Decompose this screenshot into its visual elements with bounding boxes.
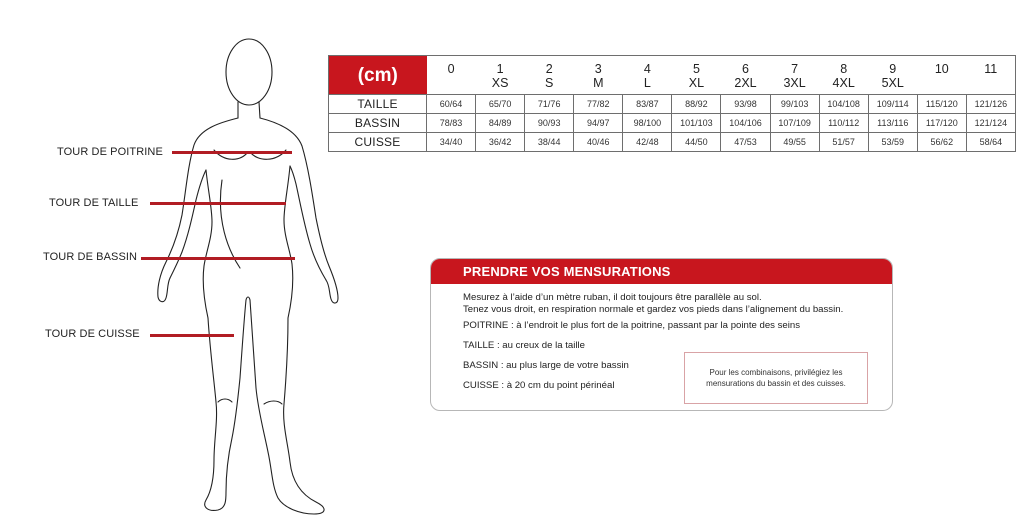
table-cell: 98/100 <box>623 114 672 133</box>
size-header-cell: 1 XS <box>476 56 525 95</box>
panel-title: PRENDRE VOS MENSURATIONS <box>431 259 892 284</box>
table-cell: 77/82 <box>574 95 623 114</box>
table-cell: 104/108 <box>819 95 868 114</box>
table-cell: 44/50 <box>672 133 721 152</box>
table-cell: 65/70 <box>476 95 525 114</box>
note-text: Pour les combinaisons, privilégiez les mensurations du bassin et des cuisses. <box>706 368 846 388</box>
table-cell: 117/120 <box>917 114 966 133</box>
size-header-cell: 10 <box>917 56 966 95</box>
table-cell: 115/120 <box>917 95 966 114</box>
chest-measure-line <box>172 151 292 154</box>
chest-label: TOUR DE POITRINE <box>57 146 163 158</box>
table-cell: 60/64 <box>427 95 476 114</box>
table-cell: 53/59 <box>868 133 917 152</box>
row-label: CUISSE <box>329 133 427 152</box>
instruction-poitrine: POITRINE : à l’endroit le plus fort de la poitrine, passant par la pointe des seins <box>463 320 801 331</box>
table-cell: 99/103 <box>770 95 819 114</box>
intro-line: Mesurez à l’aide d’un mètre ruban, il doit toujours être parallèle au sol. <box>463 292 762 303</box>
instruction-taille: TAILLE : au creux de la taille <box>463 340 585 351</box>
measurement-instructions-panel <box>430 258 893 411</box>
panel-body <box>431 284 892 392</box>
intro-text <box>463 292 892 316</box>
table-cell: 40/46 <box>574 133 623 152</box>
table-row-cuisse <box>329 133 1016 152</box>
table-cell: 107/109 <box>770 114 819 133</box>
table-cell: 71/76 <box>525 95 574 114</box>
hips-label: TOUR DE BASSIN <box>43 251 138 263</box>
size-header-cell: 2 S <box>525 56 574 95</box>
table-cell: 93/98 <box>721 95 770 114</box>
table-cell: 78/83 <box>427 114 476 133</box>
table-cell: 36/42 <box>476 133 525 152</box>
table-cell: 113/116 <box>868 114 917 133</box>
table-cell: 51/57 <box>819 133 868 152</box>
table-cell: 49/55 <box>770 133 819 152</box>
row-label: TAILLE <box>329 95 427 114</box>
table-cell: 104/106 <box>721 114 770 133</box>
size-header-cell: 9 5XL <box>868 56 917 95</box>
waist-label: TOUR DE TAILLE <box>49 197 139 209</box>
thigh-measure-line <box>150 334 234 337</box>
combinaison-note-box <box>684 352 868 404</box>
table-cell: 110/112 <box>819 114 868 133</box>
table-cell: 90/93 <box>525 114 574 133</box>
size-header-cell: 5 XL <box>672 56 721 95</box>
size-chart-table <box>328 55 1016 152</box>
row-label: BASSIN <box>329 114 427 133</box>
size-header-cell: 4 L <box>623 56 672 95</box>
thigh-label: TOUR DE CUISSE <box>45 328 140 340</box>
table-cell: 84/89 <box>476 114 525 133</box>
table-cell: 56/62 <box>917 133 966 152</box>
size-header-cell: 7 3XL <box>770 56 819 95</box>
table-cell: 34/40 <box>427 133 476 152</box>
size-header-cell: 11 <box>966 56 1015 95</box>
head-outline <box>226 39 272 105</box>
table-cell: 83/87 <box>623 95 672 114</box>
table-cell: 88/92 <box>672 95 721 114</box>
table-cell: 38/44 <box>525 133 574 152</box>
instruction-bassin: BASSIN : au plus large de votre bassin <box>463 360 629 371</box>
table-row-bassin <box>329 114 1016 133</box>
size-header-cell: 3 M <box>574 56 623 95</box>
instruction-cuisse: CUISSE : à 20 cm du point périnéal <box>463 380 615 391</box>
table-cell: 58/64 <box>966 133 1015 152</box>
table-cell: 121/124 <box>966 114 1015 133</box>
table-cell: 101/103 <box>672 114 721 133</box>
size-header-row <box>329 56 1016 95</box>
table-cell: 47/53 <box>721 133 770 152</box>
size-header-cell: 8 4XL <box>819 56 868 95</box>
table-row-taille <box>329 95 1016 114</box>
table-cell: 121/126 <box>966 95 1015 114</box>
hips-measure-line <box>141 257 295 260</box>
intro-line: Tenez vous droit, en respiration normale et gardez vos pieds dans l’alignement du bassin. <box>463 304 844 315</box>
size-header-cell: 0 <box>427 56 476 95</box>
table-cell: 42/48 <box>623 133 672 152</box>
size-header-cell: 6 2XL <box>721 56 770 95</box>
table-cell: 94/97 <box>574 114 623 133</box>
unit-header-cell: (cm) <box>329 56 427 95</box>
table-cell: 109/114 <box>868 95 917 114</box>
waist-measure-line <box>150 202 286 205</box>
